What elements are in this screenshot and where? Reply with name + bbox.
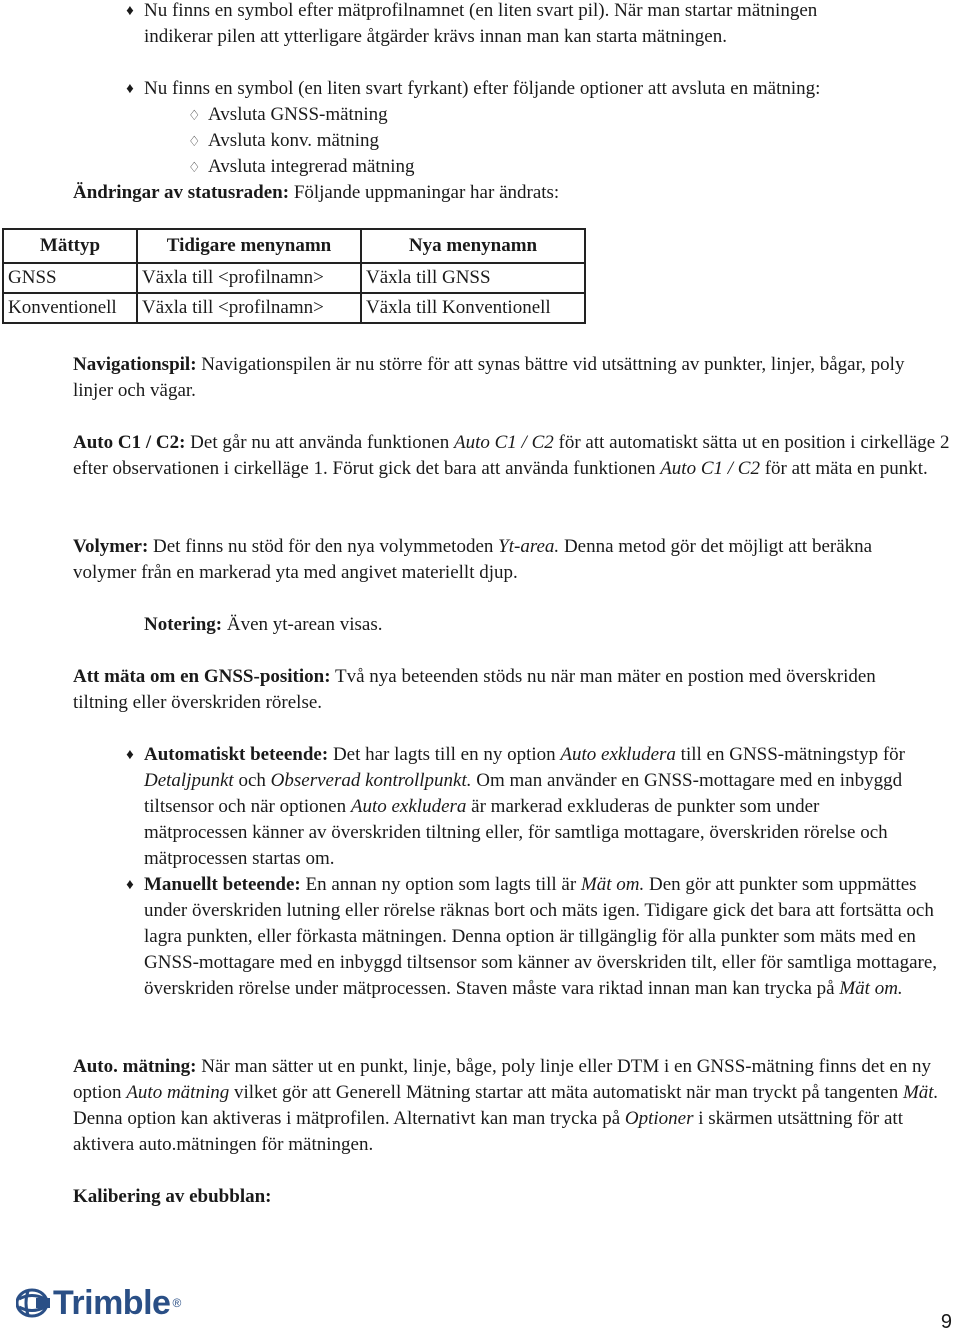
paragraph-text: Det går nu att använda funktionen — [185, 432, 454, 453]
manual-behaviour-item — [144, 872, 958, 1002]
auto-measure-paragraph — [73, 1054, 957, 1158]
logo-wordmark: Trimble — [53, 1284, 171, 1322]
paragraph-text: vilket gör att Generell Mätning startar att mäta automatiskt när man tryckt på tangenten — [229, 1082, 903, 1103]
paragraph-text: Det har lagts till en ny option — [328, 744, 561, 765]
hollow-diamond-icon: ♢ — [188, 135, 201, 150]
globe-icon — [16, 1288, 52, 1318]
hollow-diamond-icon: ♢ — [188, 161, 201, 176]
function-name: Auto C1 / C2 — [660, 458, 760, 479]
paragraph-text: Den gör att punkter som uppmättes under överskriden lutning eller rörelse räknas bort och mäts igen. Tidigare gick det bara att fortsätta och lagra punkten, eller förkasta mätningen. Denna option är tillgänglig för alla punkter som mäts med en GNSS-mottagare med en inbyggd tiltsensor som känner av överskriden tilt, eller för samtliga mottagare, överskriden rörelse under mätprocessen. Staven måste vara riktad innan man kan trycka på — [144, 874, 938, 999]
column-header: Nya menynamn — [361, 229, 585, 263]
sub-item — [188, 154, 414, 182]
volumes-paragraph — [73, 534, 923, 586]
table-cell: Växla till <profilnamn> — [137, 293, 361, 323]
sub-item-label: Avsluta integrerad mätning — [208, 156, 415, 177]
diamond-bullet-icon: ♦ — [126, 81, 134, 97]
note-heading: Notering: — [144, 614, 223, 635]
option-name: Auto exkludera — [350, 796, 467, 817]
paragraph-text: för att mäta en punkt. — [759, 458, 928, 479]
table-cell: Växla till <profilnamn> — [137, 263, 361, 293]
table-cell: GNSS — [3, 263, 137, 293]
paragraph-text: Följande uppmaningar har ändrats: — [289, 182, 560, 203]
column-header: Tidigare menynamn — [137, 229, 361, 263]
section-heading: Att mäta om en GNSS-position: — [73, 666, 331, 687]
auto-c1c2-paragraph — [73, 430, 957, 482]
paragraph-text: Om man använder en GNSS-mottagare med en inbyggd tiltsensor och när optionen — [144, 770, 903, 817]
paragraph-text: till en GNSS-mätningstyp för — [675, 744, 905, 765]
section-heading: Auto C1 / C2: — [73, 432, 186, 453]
registered-mark: ® — [172, 1296, 182, 1310]
method-name: Yt-area. — [498, 536, 560, 557]
paragraph-text: Det finns nu stöd för den nya volymmetoden — [148, 536, 499, 557]
page-number: 9 — [940, 1311, 952, 1333]
automatic-behaviour-item — [144, 742, 924, 872]
bullet-text-symbol-square — [144, 76, 944, 102]
sub-item-label: Avsluta konv. mätning — [208, 130, 379, 151]
paragraph-text: och — [233, 770, 271, 791]
table-cell: Växla till GNSS — [361, 263, 585, 293]
paragraph-text: Denna option kan aktiveras i mätprofilen. Alternativt kan man trycka på — [73, 1108, 625, 1129]
screen-name: Optioner — [624, 1108, 694, 1129]
table-row — [3, 263, 585, 293]
item-heading: Manuellt beteende: — [144, 874, 301, 895]
calibration-heading-paragraph — [73, 1184, 956, 1210]
paragraph-text: är markerad exkluderas de punkter som under mätprocessen känner av överskriden tiltning eller, för samtliga mottagare, överskriden rörelse och mätprocessen startas om. — [144, 796, 888, 869]
table-cell: Växla till Konventionell — [361, 293, 585, 323]
note-paragraph — [144, 612, 382, 638]
section-heading: Auto. mätning: — [73, 1056, 197, 1077]
section-heading: Ändringar av statusraden: — [73, 182, 290, 203]
option-name: Auto mätning — [126, 1082, 230, 1103]
function-name: Auto C1 / C2 — [453, 432, 554, 453]
paragraph-text: En annan ny option som lagts till är — [300, 874, 581, 895]
option-name: Mät om. — [839, 978, 903, 999]
paragraph-text: När man sätter ut en punkt, linje, båge, poly linje eller DTM i en GNSS-mätning finns det en ny option — [73, 1056, 932, 1103]
table-row — [3, 293, 585, 323]
section-heading: Kalibering av ebubblan: — [73, 1186, 272, 1207]
text-line: indikerar pilen att ytterligare åtgärder krävs innan man kan starta mätningen. — [144, 26, 727, 47]
item-heading: Automatiskt beteende: — [144, 744, 329, 765]
paragraph-text: Två nya beteenden stöds nu när man mäter en postion med överskriden tiltning eller överskriden rörelse. — [73, 666, 876, 713]
navigation-paragraph — [73, 352, 933, 404]
section-heading: Navigationspil: — [73, 354, 197, 375]
option-name: Detaljpunkt — [144, 770, 234, 791]
menu-name-table — [2, 228, 586, 324]
table-header-row — [3, 229, 585, 263]
paragraph-text: Även yt-arean visas. — [222, 614, 383, 635]
sub-item — [188, 102, 388, 130]
text-line: Nu finns en symbol efter mätprofilnamnet (en liten svart pil). När man startar mätningen — [144, 0, 818, 21]
key-name: Mät. — [902, 1082, 939, 1103]
trimble-logo — [16, 1286, 181, 1320]
paragraph-text: Denna metod gör det möjligt att beräkna volymer från en markerad yta med angivet materiellt djup. — [73, 536, 873, 583]
option-name: Observerad kontrollpunkt. — [270, 770, 472, 791]
sub-item-label: Avsluta GNSS-mätning — [208, 104, 388, 125]
paragraph-text: för att automatiskt sätta ut en position i cirkelläge 2 efter observationen i cirkelläge 1. Förut gick det bara att använda funktionen — [73, 432, 950, 479]
option-name: Mät om. — [580, 874, 645, 895]
bullet-text-symbol-arrow — [144, 0, 944, 50]
paragraph-text: Navigationspilen är nu större för att synas bättre vid utsättning av punkter, linjer, bågar, poly linjer och vägar. — [73, 354, 905, 401]
diamond-bullet-icon: ♦ — [126, 3, 134, 19]
column-header: Mättyp — [3, 229, 137, 263]
hollow-diamond-icon: ♢ — [188, 109, 201, 124]
gnss-position-paragraph — [73, 664, 893, 716]
paragraph-text: i skärmen utsättning för att aktivera auto.mätningen för mätningen. — [73, 1108, 903, 1155]
status-change-paragraph — [73, 180, 956, 206]
section-heading: Volymer: — [73, 536, 149, 557]
table-cell: Konventionell — [3, 293, 137, 323]
sub-item — [188, 128, 379, 156]
option-name: Auto exkludera — [560, 744, 676, 765]
diamond-bullet-icon: ♦ — [126, 877, 134, 893]
diamond-bullet-icon: ♦ — [126, 747, 134, 763]
text-line: Nu finns en symbol (en liten svart fyrkant) efter följande optioner att avsluta en mätning: — [144, 78, 821, 99]
